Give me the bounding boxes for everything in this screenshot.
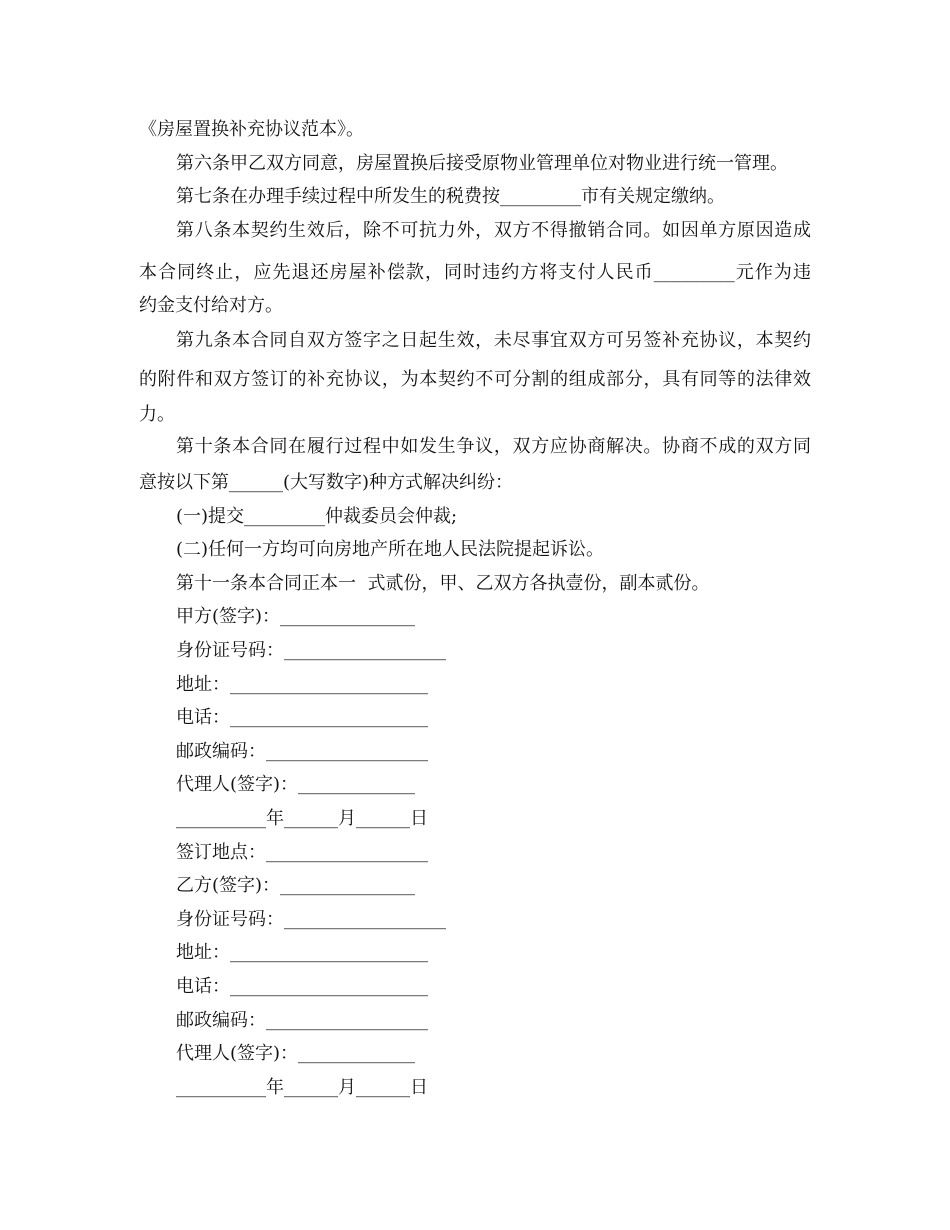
article-7: 第七条在办理手续过程中所发生的税费按_________市有关规定缴纳。 [176,186,725,207]
party-b-address: 地址：______________________ [176,942,428,963]
article-6: 第六条甲乙双方同意，房屋置换后接受原物业管理单位对物业进行统一管理。 [176,153,788,174]
party-a-agent: 代理人(签字)：_____________ [176,774,416,795]
party-a-id-number: 身份证号码：__________________ [176,640,446,661]
article-9-line-1: 第九条本合同自双方签字之日起生效，未尽事宜双方可另签补充协议，本契约 [176,330,811,351]
party-a-signature: 甲方(签字)：_______________ [176,606,416,627]
article-8-line-3: 约金支付给对方。 [139,295,283,316]
party-b-id-number: 身份证号码：__________________ [176,909,446,930]
doc-title-reference: 《房屋置换补充协议范本》。 [139,119,364,140]
article-9-line-2: 的附件和双方签订的补充协议，为本契约不可分割的组成部分，具有同等的法律效 [139,369,811,390]
article-8-line-2: 本合同终止，应先退还房屋补偿款，同时违约方将支付人民币_________元作为违 [139,262,811,283]
option-1: (一)提交_________仲裁委员会仲裁; [176,506,458,527]
party-a-postcode: 邮政编码：__________________ [176,741,428,762]
party-b-signature: 乙方(签字)：_______________ [176,875,416,896]
party-b-postcode: 邮政编码：__________________ [176,1010,428,1031]
option-2: (二)任何一方均可向房地产所在地人民法院提起诉讼。 [176,539,605,560]
article-10-line-2: 意按以下第______(大写数字)种方式解决纠纷： [139,472,514,493]
party-b-phone: 电话：______________________ [176,976,428,997]
article-8-line-1: 第八条本契约生效后，除不可抗力外，双方不得撤销合同。如因单方原因造成 [176,220,811,241]
party-a-date: __________年______月______日 [176,808,428,829]
article-10-line-1: 第十条本合同在履行过程中如发生争议，双方应协商解决。协商不成的双方同 [176,436,811,457]
party-a-address: 地址：______________________ [176,674,428,695]
party-a-phone: 电话：______________________ [176,707,428,728]
article-11: 第十一条本合同正本一 式贰份，甲、乙双方各执壹份，副本贰份。 [176,573,710,594]
signing-place: 签订地点：__________________ [176,842,428,863]
party-b-date: __________年______月______日 [176,1077,428,1098]
article-9-line-3: 力。 [139,404,175,425]
party-b-agent: 代理人(签字)：_____________ [176,1043,416,1064]
